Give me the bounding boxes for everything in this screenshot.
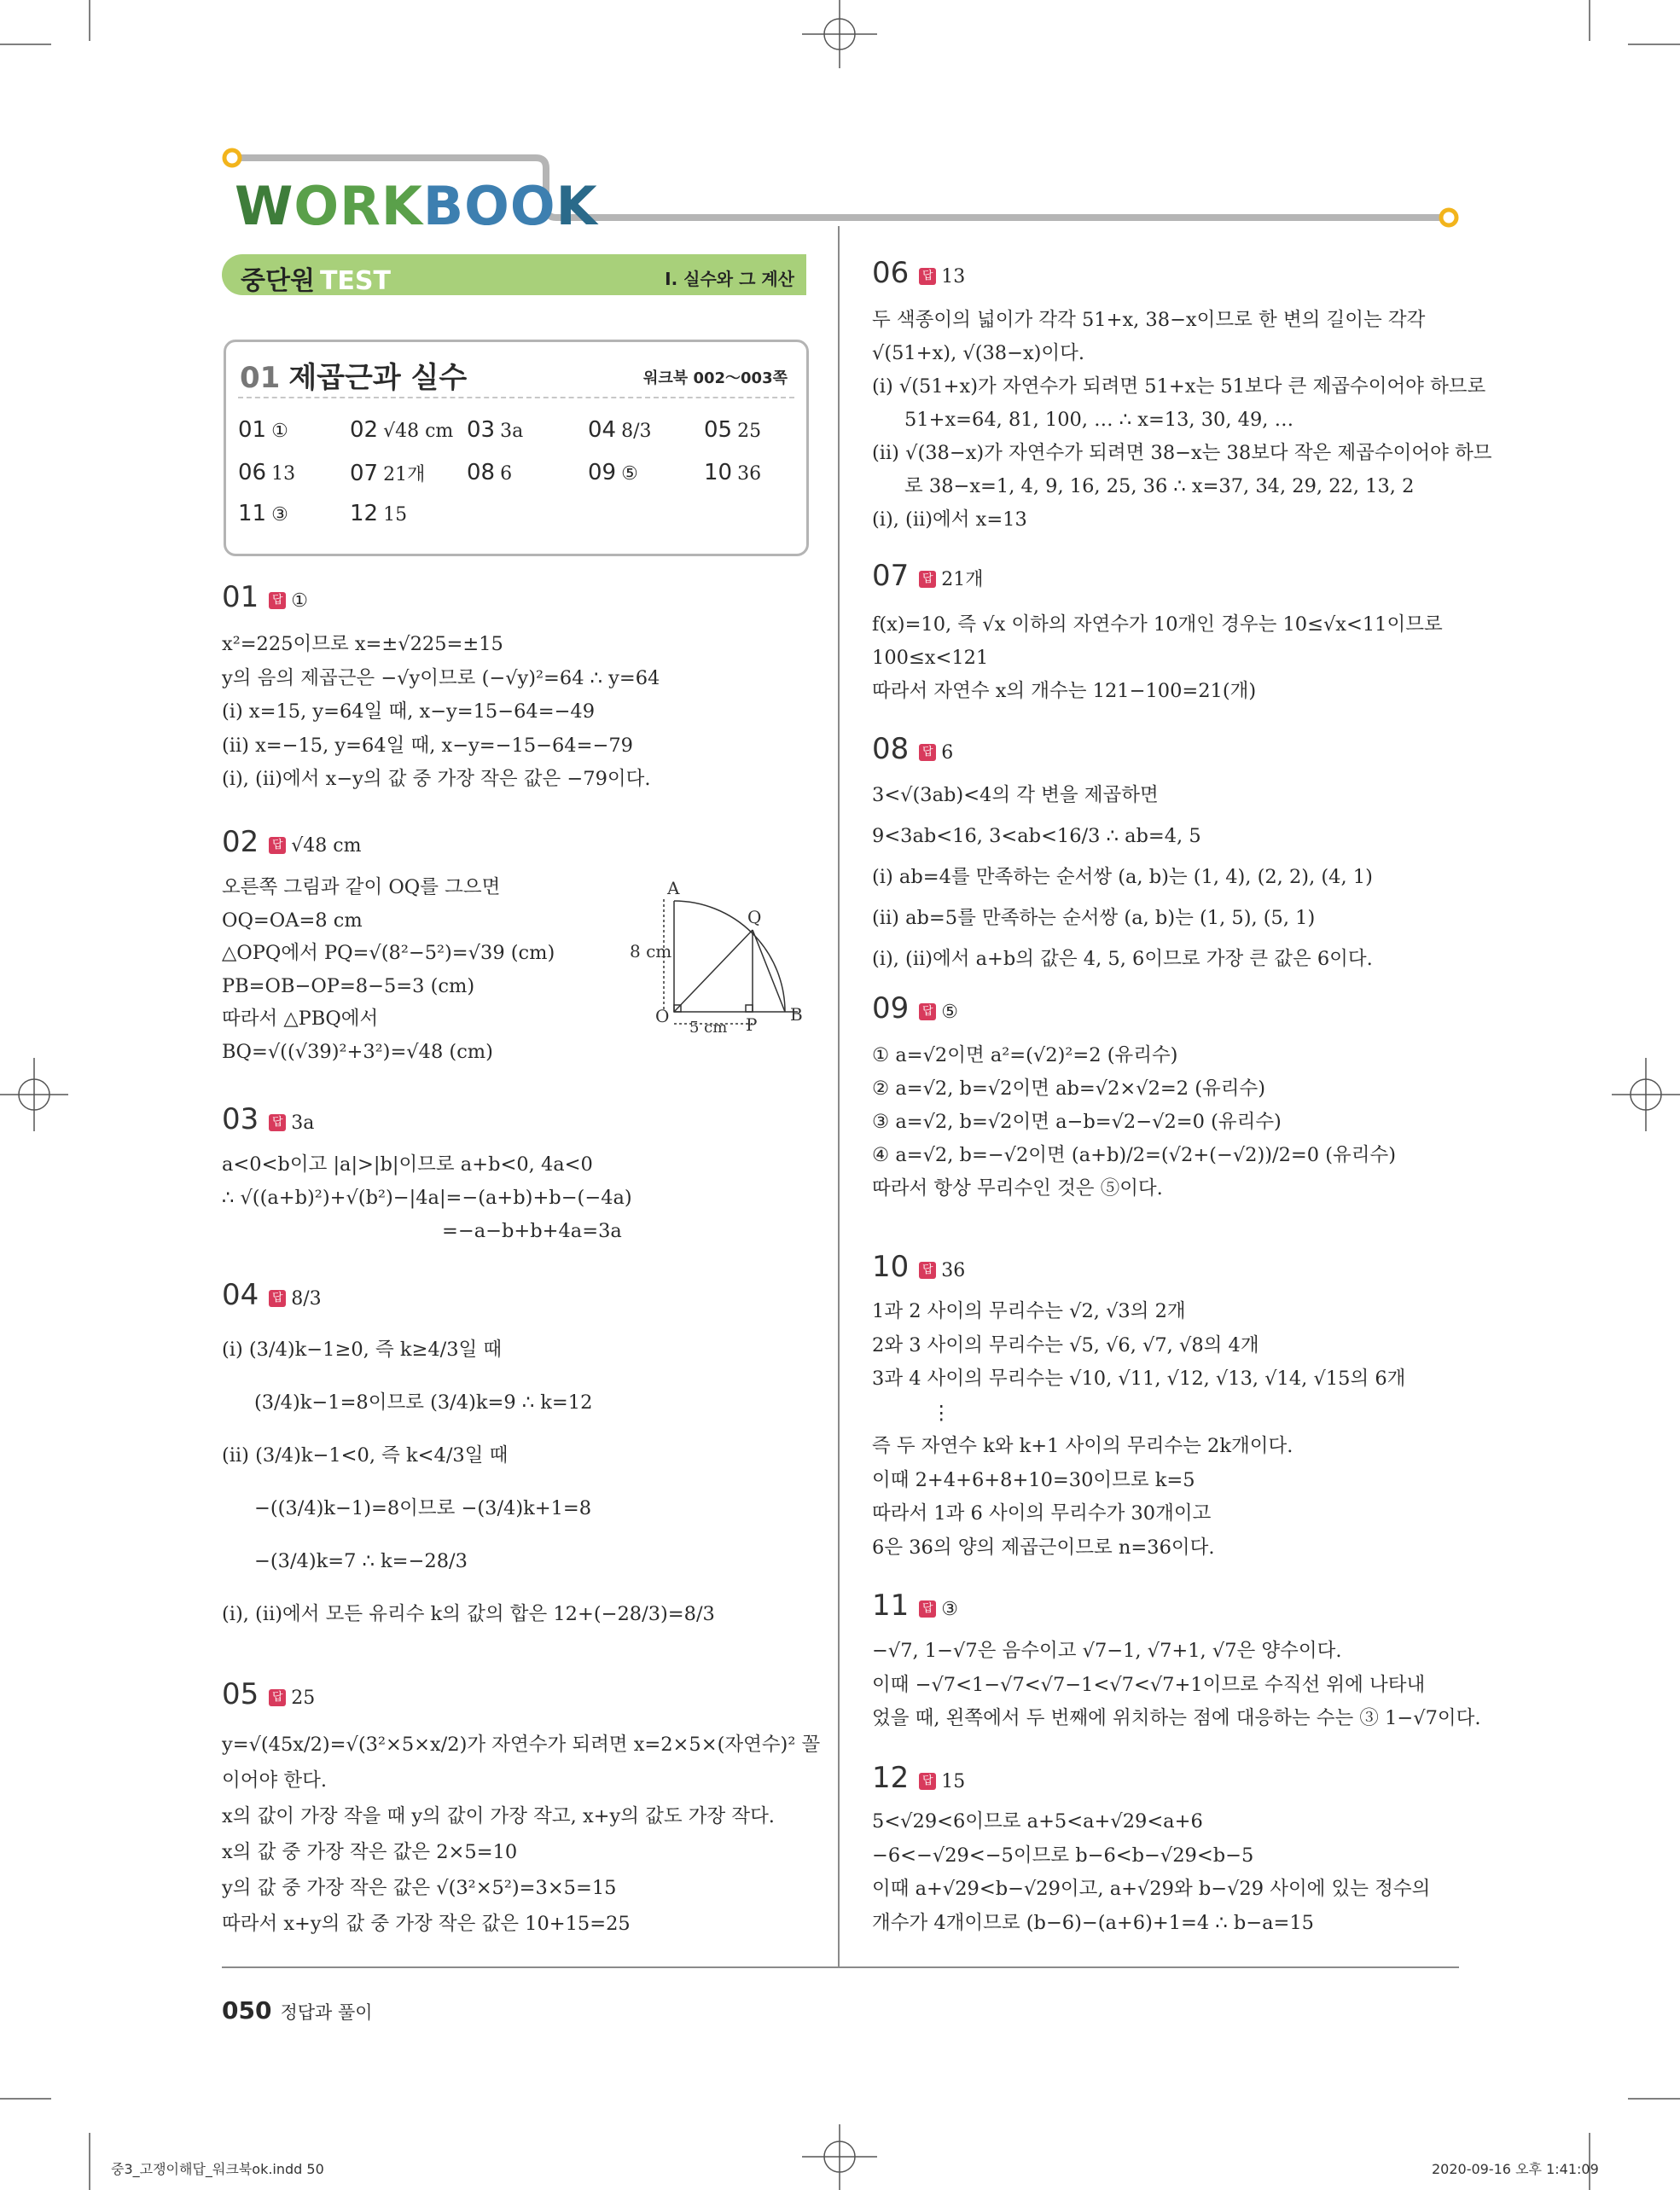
solution-line: −√7, 1−√7은 음수이고 √7−1, √7+1, √7은 양수이다. [872, 1640, 1342, 1662]
solution-line: (ⅱ) ab=5를 만족하는 순서쌍 (a, b)는 (1, 5), (5, 1) [872, 907, 1316, 929]
solution-line: x²=225이므로 x=±√225=±15 [222, 633, 503, 655]
solution-line: y의 음의 제곱근은 −√y이므로 (−√y)²=64 ∴ y=64 [222, 666, 660, 689]
solution-line: △OPQ에서 PQ=√(8²−5²)=√39 (cm) [222, 942, 555, 964]
solution-line: 었을 때, 왼쪽에서 두 번째에 위치하는 점에 대응하는 수는 ③ 1−√7이다. [872, 1707, 1481, 1729]
answer-item-number: 12 [350, 501, 379, 526]
solution-line: y=√(45x/2)=√(3²×5×x/2)가 자연수가 되려면 x=2×5×(자연수)² 꼴 [222, 1734, 821, 1756]
segment-OQ [674, 930, 753, 1012]
solution-line: (ⅱ) (3/4)k−1<0, 즉 k<4/3일 때 [222, 1444, 509, 1467]
solution-line: 오른쪽 그림과 같이 OQ를 그으면 [222, 876, 501, 898]
answer-item [467, 417, 523, 443]
answer-item [704, 460, 761, 485]
answer-item-value: 21개 [383, 464, 426, 485]
solution-line: 3<√(3ab)<4의 각 변을 제곱하면 [872, 784, 1159, 806]
quarter-circle-figure [623, 879, 819, 1041]
problem-01-header: 01 답 ① [222, 580, 308, 614]
title-letter: K [381, 175, 423, 237]
answer-item [350, 417, 453, 443]
solution-line: 100≤x<121 [872, 647, 989, 669]
problem-08-header: 08 답 6 [872, 732, 954, 766]
solution-line: 1과 2 사이의 무리수는 √2, √3의 2개 [872, 1300, 1186, 1322]
answer-item [588, 417, 652, 443]
solution-line: BQ=√((√39)²+3²)=√48 (cm) [222, 1040, 493, 1063]
solution-line: (ⅰ), (ⅱ)에서 x=13 [872, 508, 1027, 531]
answer-item-number: 08 [467, 460, 496, 485]
solution-line: x의 값 중 가장 작은 값은 2×5=10 [222, 1841, 518, 1863]
answer-badge: 답 [269, 1689, 286, 1706]
solution-line: ① a=√2이면 a²=(√2)²=2 (유리수) [872, 1044, 1178, 1066]
solution-line: PB=OB−OP=8−5=3 (cm) [222, 974, 475, 997]
solution-line: ⋮ [932, 1401, 951, 1424]
answer-item-number: 09 [588, 460, 617, 485]
answer-item-number: 05 [704, 417, 733, 443]
solution-line: (ⅰ) x=15, y=64일 때, x−y=15−64=−49 [222, 700, 596, 723]
label-P: P [746, 1014, 758, 1035]
right-angle-P [746, 1005, 753, 1012]
solution-line: 이어야 한다. [222, 1769, 327, 1792]
answer-item-value: 6 [500, 463, 513, 485]
problem-12-header: 12 답 15 [872, 1761, 966, 1795]
answer-item-number: 10 [704, 460, 733, 485]
solution-line: √(51+x), √(38−x)이다. [872, 342, 1085, 364]
answer-item-number: 03 [467, 417, 496, 443]
answer-badge: 답 [919, 1773, 936, 1790]
section-label: 중단원 [241, 266, 315, 296]
answer-badge: 답 [269, 1290, 286, 1307]
solution-line: 51+x=64, 81, 100, … ∴ x=13, 30, 49, … [904, 409, 1294, 431]
page-footer [222, 1996, 373, 2024]
solution-line: (ⅰ), (ⅱ)에서 x−y의 값 중 가장 작은 값은 −79이다. [222, 768, 651, 790]
slug-filename: 중3_고쟁이해답_워크북ok.indd 50 [111, 2161, 324, 2177]
solution-line: 9<3ab<16, 3<ab<16/3 ∴ ab=4, 5 [872, 825, 1201, 847]
label-B: B [790, 1004, 803, 1025]
answer-item-value: √48 cm [383, 421, 454, 442]
answer-item [238, 501, 288, 526]
column-divider [838, 226, 840, 1966]
title-letter: W [235, 175, 294, 237]
solution-line: 6은 36의 양의 제곱근이므로 n=36이다. [872, 1536, 1215, 1559]
solution-line: =−a−b+b+4a=3a [442, 1220, 622, 1242]
solution-line: f(x)=10, 즉 √x 이하의 자연수가 10개인 경우는 10≤√x<11이므로 [872, 613, 1443, 636]
answer-badge: 답 [919, 744, 936, 761]
answer-item-value: 3a [500, 421, 524, 442]
answer-badge: 답 [919, 1262, 936, 1279]
solution-line: −(3/4)k=7 ∴ k=−28/3 [254, 1550, 468, 1572]
solution-line: ③ a=√2, b=√2이면 a−b=√2−√2=0 (유리수) [872, 1111, 1282, 1133]
label-A: A [667, 879, 680, 898]
solution-line: 로 38−x=1, 4, 9, 16, 25, 36 ∴ x=37, 34, 29, 22, 13, 2 [904, 475, 1415, 497]
label-Q: Q [747, 907, 762, 927]
dashed-divider [238, 397, 794, 398]
problem-05-header: 05 답 25 [222, 1677, 316, 1711]
answer-item [350, 501, 407, 526]
answer-badge: 답 [269, 837, 286, 854]
solution-line: ② a=√2, b=√2이면 ab=√2×√2=2 (유리수) [872, 1078, 1265, 1100]
solution-line: 이때 −√7<1−√7<√7−1<√7<√7+1이므로 수직선 위에 나타내 [872, 1673, 1426, 1696]
solution-line: 이때 2+4+6+8+10=30이므로 k=5 [872, 1468, 1195, 1491]
answer-item [350, 460, 425, 486]
solution-line: 두 색종이의 넓이가 각각 51+x, 38−x이므로 한 변의 길이는 각각 [872, 309, 1426, 331]
solution-line: (ⅱ) √(38−x)가 자연수가 되려면 38−x는 38보다 작은 제곱수이어야 하므 [872, 442, 1492, 464]
answer-badge: 답 [919, 268, 936, 285]
solution-line: ④ a=√2, b=−√2이면 (a+b)/2=(√2+(−√2))/2=0 (유리수) [872, 1144, 1397, 1166]
answer-item-value: 36 [737, 463, 762, 485]
section-bar [222, 254, 806, 295]
solution-line: −6<−√29<−5이므로 b−6<b−√29<b−5 [872, 1844, 1254, 1867]
solution-line: (3/4)k−1=8이므로 (3/4)k=9 ∴ k=12 [254, 1391, 593, 1414]
solution-line: OQ=OA=8 cm [222, 909, 363, 932]
solution-line: (ⅱ) x=−15, y=64일 때, x−y=−15−64=−79 [222, 734, 633, 757]
problem-02-header: 02 답 √48 cm [222, 825, 362, 859]
solution-line: 따라서 △PBQ에서 [222, 1008, 379, 1030]
solution-line: (ⅰ) √(51+x)가 자연수가 되려면 51+x는 51보다 큰 제곱수이어야 하므로 [872, 375, 1486, 398]
problem-10-header: 10 답 36 [872, 1250, 966, 1284]
label-8cm: 8 cm [630, 941, 672, 961]
page-number: 050 [222, 1996, 272, 2024]
title-letter: R [340, 175, 381, 237]
solution-line: 이때 a+√29<b−√29이고, a+√29와 b−√29 사이에 있는 정수의 [872, 1878, 1431, 1900]
title-letter: O [509, 175, 556, 237]
answer-item-value: 25 [737, 421, 762, 442]
answer-item [238, 460, 295, 485]
solution-line: (ⅰ) (3/4)k−1≥0, 즉 k≥4/3일 때 [222, 1339, 503, 1361]
answer-item-number: 02 [350, 417, 379, 443]
answer-badge: 답 [269, 592, 286, 609]
title-letter: O [464, 175, 510, 237]
answer-item [467, 460, 512, 485]
solution-line: 따라서 항상 무리수인 것은 ⑤이다. [872, 1177, 1163, 1200]
answer-badge: 답 [919, 1003, 936, 1020]
answer-item [704, 417, 761, 443]
section-label-test: TEST [319, 266, 391, 296]
solution-line: 3과 4 사이의 무리수는 √10, √11, √12, √13, √14, √15의 6개 [872, 1368, 1406, 1390]
title-letter: K [555, 175, 598, 237]
problem-04-header: 04 답 8/3 [222, 1278, 322, 1312]
solution-line: x의 값이 가장 작을 때 y의 값이 가장 작고, x+y의 값도 가장 작다. [222, 1805, 775, 1827]
solution-line: 2와 3 사이의 무리수는 √5, √6, √7, √8의 4개 [872, 1333, 1259, 1356]
answer-item-number: 11 [238, 501, 267, 526]
answer-summary-box [224, 340, 809, 556]
answer-item [588, 460, 638, 485]
box-reference: 워크북 002～003쪽 [643, 369, 788, 387]
footer-label: 정답과 풀이 [280, 2002, 373, 2023]
answer-badge: 답 [919, 571, 936, 588]
solution-line: 따라서 1과 6 사이의 무리수가 30개이고 [872, 1502, 1212, 1525]
answer-item-number: 01 [238, 417, 267, 443]
footer-divider [222, 1966, 1459, 1968]
label-5cm: 5 cm [689, 1019, 728, 1037]
answer-item-value: ③ [271, 504, 288, 526]
answer-item-number: 07 [350, 461, 379, 486]
workbook-title [235, 175, 598, 237]
problem-03-header: 03 답 3a [222, 1102, 315, 1136]
solution-line: −((3/4)k−1)=8이므로 −(3/4)k+1=8 [254, 1497, 592, 1519]
answer-item-number: 04 [588, 417, 617, 443]
solution-line: (ⅰ), (ⅱ)에서 모든 유리수 k의 값의 합은 12+(−28/3)=8/3 [222, 1603, 715, 1625]
answer-item-value: ① [271, 421, 288, 442]
answer-item-value: 13 [271, 463, 296, 485]
answer-item-number: 06 [238, 460, 267, 485]
box-number: 01 [240, 361, 281, 395]
problem-06-header: 06 답 13 [872, 256, 966, 290]
problem-09-header: 09 답 ⑤ [872, 991, 958, 1025]
solution-line: 개수가 4개이므로 (b−6)−(a+6)+1=4 ∴ b−a=15 [872, 1911, 1314, 1934]
answer-item-value: 8/3 [621, 421, 652, 442]
answer-item-value: 15 [383, 504, 408, 526]
title-letter: O [294, 175, 340, 237]
solution-line: 따라서 자연수 x의 개수는 121−100=21(개) [872, 680, 1257, 702]
answer-badge: 답 [919, 1600, 936, 1618]
answer-item [238, 417, 288, 443]
solution-line: a<0<b이고 |a|>|b|이므로 a+b<0, 4a<0 [222, 1153, 593, 1176]
solution-line: (ⅰ), (ⅱ)에서 a+b의 값은 4, 5, 6이므로 가장 큰 값은 6이다. [872, 948, 1373, 970]
title-letter: B [422, 175, 465, 237]
solution-line: 즉 두 자연수 k와 k+1 사이의 무리수는 2k개이다. [872, 1435, 1293, 1457]
segment-QB [753, 930, 785, 1012]
solution-line: 5<√29<6이므로 a+5<a+√29<a+6 [872, 1810, 1203, 1833]
solution-line: y의 값 중 가장 작은 값은 √(3²×5²)=3×5=15 [222, 1877, 617, 1899]
solution-line: ∴ √((a+b)²)+√(b²)−|4a|=−(a+b)+b−(−4a) [222, 1187, 632, 1209]
problem-11-header: 11 답 ③ [872, 1589, 958, 1623]
answer-item-value: ⑤ [621, 463, 638, 485]
slug-timestamp: 2020-09-16 오후 1:41:09 [1432, 2161, 1599, 2177]
solution-line: (ⅰ) ab=4를 만족하는 순서쌍 (a, b)는 (1, 4), (2, 2), (4, 1) [872, 866, 1373, 888]
solution-line: 따라서 x+y의 값 중 가장 작은 값은 10+15=25 [222, 1913, 631, 1935]
answer-badge: 답 [269, 1114, 286, 1131]
label-O: O [655, 1006, 670, 1026]
chapter-label: I. 실수와 그 계산 [665, 269, 794, 289]
problem-07-header: 07 답 21개 [872, 559, 984, 593]
box-title: 제곱근과 실수 [288, 361, 468, 395]
